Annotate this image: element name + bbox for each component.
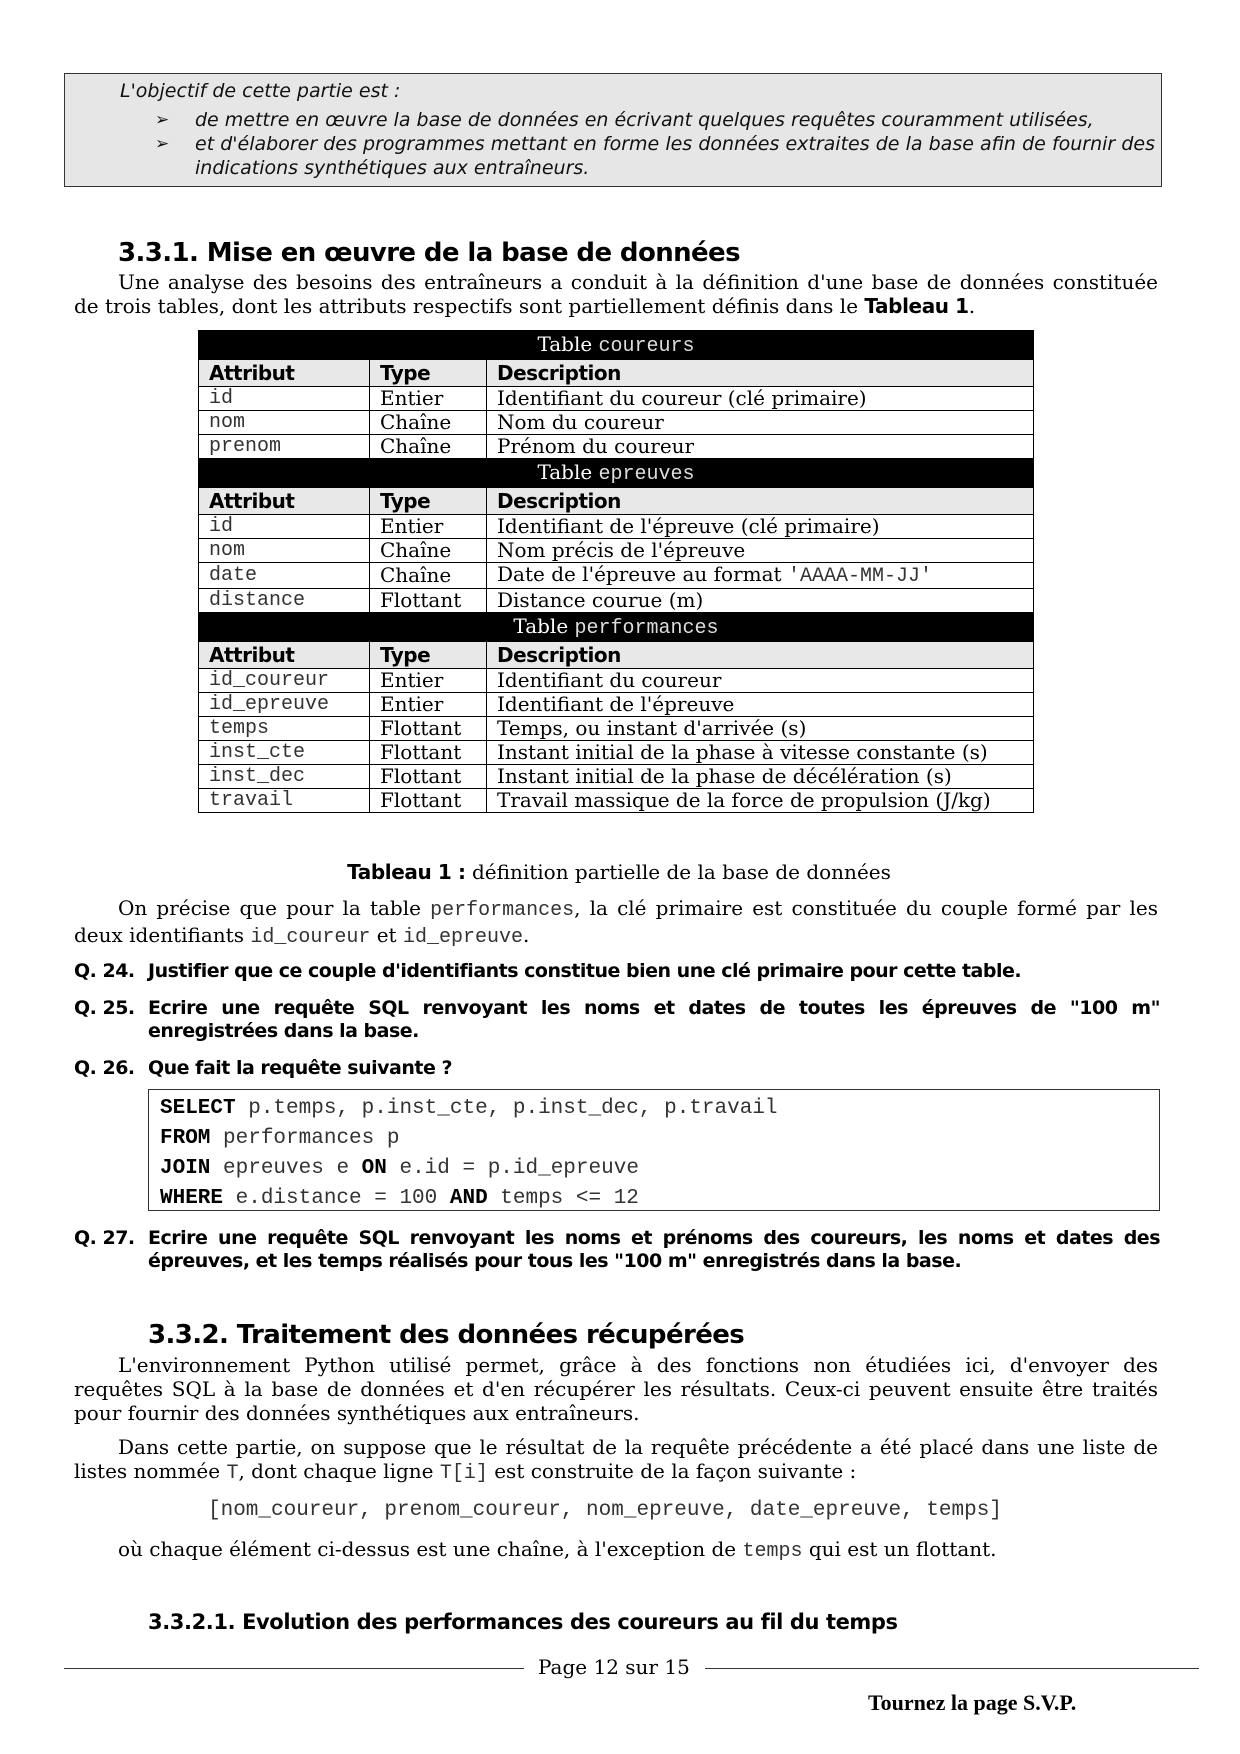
table-name: epreuves (598, 462, 695, 486)
table-row: distance Flottant Distance courue (m) (199, 589, 1034, 613)
table-row: date Chaîne Date de l'épreuve au format 'AAAA-MM-JJ' (199, 563, 1034, 589)
objective-lead: L'objectif de cette partie est : (120, 80, 401, 102)
table-header-row: Attribut Type Description (199, 488, 1034, 515)
footer-divider (705, 1668, 1199, 1669)
table-row: travail Flottant Travail massique de la force de propulsion (J/kg) (199, 789, 1034, 813)
table-caption: Tableau 1 : définition partielle de la base de données (347, 860, 891, 884)
footer-divider (64, 1668, 524, 1669)
primary-key-paragraph: On précise que pour la table performances, la clé primaire est constituée du couple formé par les deux identifiants id_coureur et id_epreuve. (74, 896, 1158, 949)
section-3321-title: 3.3.2.1. Evolution des performances des coureurs au fil du temps (148, 1610, 898, 1634)
sql-code-block (148, 1089, 1160, 1211)
page-number: Page 12 sur 15 (538, 1655, 690, 1679)
sql-line: WHERE e.distance = 100 AND temps <= 12 (160, 1187, 639, 1210)
section-332-paragraph-2: Dans cette partie, on suppose que le résultat de la requête précédente a été placé dans une liste de listes nommée T, dont chaque ligne T[i] est construite de la façon suivante : (74, 1435, 1158, 1485)
table-name-row: Table performances (199, 613, 1034, 642)
table-name: performances (574, 616, 719, 640)
question-24: Q. 24. Justifier que ce couple d'identifiants constitue bien une clé primaire pour cette table. (74, 960, 1022, 982)
table-row: id Entier Identifiant de l'épreuve (clé primaire) (199, 515, 1034, 539)
table-row: prenom Chaîne Prénom du coureur (199, 435, 1034, 459)
table-header-row: Attribut Type Description (199, 642, 1034, 669)
tableau-reference: Tableau 1 (864, 294, 969, 318)
section-331-title: 3.3.1. Mise en œuvre de la base de données (118, 238, 740, 268)
question-27: Q. 27. Ecrire une requête SQL renvoyant les noms et prénoms des coureurs, les noms et dates des épreuves, et les temps réalisés pour tous les "100 m" enregistrés dans la base. (74, 1227, 1160, 1272)
objective-item: ➢ de mettre en œuvre la base de données en écrivant quelques requêtes couramment utilisées, (155, 109, 1094, 131)
table-row: inst_dec Flottant Instant initial de la phase de décélération (s) (199, 765, 1034, 789)
table-name-row: Table coureurs (199, 331, 1034, 360)
question-26: Q. 26. Que fait la requête suivante ? (74, 1057, 452, 1079)
question-25: Q. 25. Ecrire une requête SQL renvoyant les noms et dates de toutes les épreuves de "100 m" enregistrées dans la base. (74, 997, 1160, 1042)
table-header-row: Attribut Type Description (199, 360, 1034, 387)
sql-line: JOIN epreuves e ON e.id = p.id_epreuve (160, 1157, 639, 1180)
table-name: coureurs (598, 334, 695, 358)
table-row: id_epreuve Entier Identifiant de l'épreuve (199, 693, 1034, 717)
section-332-title: 3.3.2. Traitement des données récupérées (148, 1320, 745, 1350)
arrow-bullet-icon: ➢ (155, 134, 170, 154)
table-row: inst_cte Flottant Instant initial de la phase à vitesse constante (s) (199, 741, 1034, 765)
table-row: id Entier Identifiant du coureur (clé primaire) (199, 387, 1034, 411)
table-row: nom Chaîne Nom du coureur (199, 411, 1034, 435)
objective-list (155, 108, 1155, 180)
sql-line: FROM performances p (160, 1127, 400, 1150)
sql-line: SELECT p.temps, p.inst_cte, p.inst_dec, p.travail (160, 1097, 778, 1120)
section-331-paragraph: Une analyse des besoins des entraîneurs a conduit à la définition d'une base de données constituée de trois tables, dont les attributs respectifs sont partiellement définis dans le Tableau 1. (74, 270, 1158, 318)
turn-page-note: Tournez la page S.V.P. (868, 1690, 1077, 1715)
objective-item: ➢ et d'élaborer des programmes mettant en forme les données extraites de la base afin de fournir des indications synthétiques aux entraîneurs. (155, 133, 1155, 179)
table-row: id_coureur Entier Identifiant du coureur (199, 669, 1034, 693)
table-name-row: Table epreuves (199, 459, 1034, 488)
date-format: 'AAAA-MM-JJ' (787, 565, 932, 588)
schema-table (198, 330, 1034, 813)
arrow-bullet-icon: ➢ (155, 110, 170, 130)
objective-box (64, 73, 1162, 187)
section-332-paragraph-3: où chaque élément ci-dessus est une chaîne, à l'exception de temps qui est un flottant. (118, 1537, 997, 1563)
section-332-paragraph-1: L'environnement Python utilisé permet, grâce à des fonctions non étudiées ici, d'envoyer des requêtes SQL à la base de données et d'en récupérer les résultats. Ceux-ci peuvent ensuite être traités pour fournir des données synthétiques aux entraîneurs. (74, 1353, 1158, 1425)
list-structure: [nom_coureur, prenom_coureur, nom_epreuve, date_epreuve, temps] (208, 1499, 1002, 1522)
table-row: temps Flottant Temps, ou instant d'arrivée (s) (199, 717, 1034, 741)
table-row: nom Chaîne Nom précis de l'épreuve (199, 539, 1034, 563)
